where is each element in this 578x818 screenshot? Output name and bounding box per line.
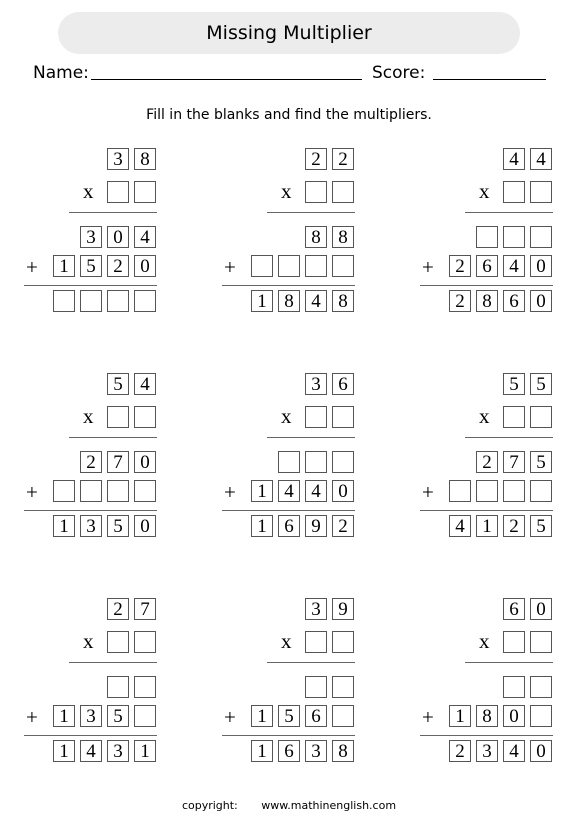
plus-sign: + — [422, 480, 434, 504]
times-sign: x — [83, 179, 94, 203]
second-partial-product-blank-box[interactable] — [53, 480, 75, 502]
top-number-digit: 6 — [332, 373, 354, 395]
total-product-blank-box[interactable] — [134, 290, 156, 312]
total-product-digit: 4 — [305, 290, 327, 312]
first-partial-product-blank-box[interactable] — [305, 676, 327, 698]
top-number-digit: 9 — [332, 598, 354, 620]
total-product-blank-box[interactable] — [80, 290, 102, 312]
score-label: Score: — [372, 63, 426, 83]
second-partial-product-blank-box[interactable] — [530, 480, 552, 502]
multiplication-problem — [418, 373, 553, 543]
sum-rule-line — [420, 735, 553, 736]
multiplier-blank-box[interactable] — [503, 406, 525, 428]
first-partial-product-blank-box[interactable] — [107, 676, 129, 698]
plus-sign: + — [422, 255, 434, 279]
first-partial-product-digit: 5 — [530, 451, 552, 473]
total-product-digit: 1 — [251, 740, 273, 762]
multiplier-blank-box[interactable] — [332, 406, 354, 428]
multiplier-blank-box[interactable] — [134, 406, 156, 428]
total-product-digit: 0 — [530, 740, 552, 762]
first-partial-product-digit: 0 — [107, 226, 129, 248]
product-rule-line — [69, 662, 157, 663]
first-partial-product-blank-box[interactable] — [332, 676, 354, 698]
multiplier-blank-box[interactable] — [332, 631, 354, 653]
top-number-digit: 3 — [107, 148, 129, 170]
multiplier-blank-box[interactable] — [503, 181, 525, 203]
worksheet-title-banner — [58, 12, 520, 54]
product-rule-line — [465, 212, 553, 213]
first-partial-product-digit: 3 — [80, 226, 102, 248]
multiplier-blank-box[interactable] — [530, 406, 552, 428]
top-number-digit: 3 — [305, 373, 327, 395]
sum-rule-line — [222, 285, 355, 286]
top-number-digit: 4 — [530, 148, 552, 170]
times-sign: x — [281, 179, 292, 203]
top-number-digit: 3 — [305, 598, 327, 620]
copyright-label: copyright: — [181, 799, 238, 812]
multiplication-problem — [418, 598, 553, 768]
multiplication-problem — [22, 373, 157, 543]
multiplication-problem — [22, 598, 157, 768]
multiplier-blank-box[interactable] — [134, 181, 156, 203]
multiplier-blank-box[interactable] — [305, 631, 327, 653]
total-product-digit: 3 — [80, 515, 102, 537]
total-product-digit: 1 — [251, 515, 273, 537]
worksheet-title: Missing Multiplier — [206, 22, 372, 44]
score-blank-line — [433, 79, 546, 80]
second-partial-product-blank-box[interactable] — [80, 480, 102, 502]
sum-rule-line — [420, 285, 553, 286]
second-partial-product-digit: 4 — [305, 480, 327, 502]
top-number-digit: 7 — [134, 598, 156, 620]
total-product-digit: 1 — [134, 740, 156, 762]
second-partial-product-digit: 4 — [278, 480, 300, 502]
total-product-digit: 6 — [503, 290, 525, 312]
total-product-digit: 4 — [449, 515, 471, 537]
first-partial-product-blank-box[interactable] — [305, 451, 327, 473]
top-number-digit: 5 — [503, 373, 525, 395]
first-partial-product-blank-box[interactable] — [503, 226, 525, 248]
product-rule-line — [69, 437, 157, 438]
second-partial-product-blank-box[interactable] — [251, 255, 273, 277]
second-partial-product-blank-box[interactable] — [278, 255, 300, 277]
second-partial-product-blank-box[interactable] — [332, 255, 354, 277]
multiplier-blank-box[interactable] — [530, 181, 552, 203]
multiplier-blank-box[interactable] — [107, 181, 129, 203]
product-rule-line — [465, 662, 553, 663]
copyright-footer — [0, 799, 578, 812]
total-product-digit: 1 — [251, 290, 273, 312]
second-partial-product-blank-box[interactable] — [134, 705, 156, 727]
total-product-digit: 0 — [134, 515, 156, 537]
second-partial-product-blank-box[interactable] — [449, 480, 471, 502]
second-partial-product-digit: 1 — [251, 705, 273, 727]
top-number-digit: 8 — [134, 148, 156, 170]
multiplier-blank-box[interactable] — [503, 631, 525, 653]
first-partial-product-digit: 8 — [332, 226, 354, 248]
second-partial-product-digit: 0 — [503, 705, 525, 727]
first-partial-product-blank-box[interactable] — [476, 226, 498, 248]
first-partial-product-blank-box[interactable] — [134, 676, 156, 698]
product-rule-line — [465, 437, 553, 438]
times-sign: x — [83, 404, 94, 428]
second-partial-product-digit: 5 — [107, 705, 129, 727]
first-partial-product-digit: 0 — [134, 451, 156, 473]
multiplier-blank-box[interactable] — [134, 631, 156, 653]
product-rule-line — [69, 212, 157, 213]
first-partial-product-blank-box[interactable] — [278, 451, 300, 473]
total-product-digit: 2 — [503, 515, 525, 537]
second-partial-product-digit: 1 — [449, 705, 471, 727]
second-partial-product-blank-box[interactable] — [107, 480, 129, 502]
total-product-digit: 9 — [305, 515, 327, 537]
times-sign: x — [83, 629, 94, 653]
first-partial-product-digit: 2 — [80, 451, 102, 473]
top-number-digit: 2 — [332, 148, 354, 170]
times-sign: x — [281, 629, 292, 653]
total-product-digit: 5 — [107, 515, 129, 537]
sum-rule-line — [222, 510, 355, 511]
second-partial-product-digit: 8 — [476, 705, 498, 727]
multiplier-blank-box[interactable] — [107, 406, 129, 428]
top-number-digit: 2 — [107, 598, 129, 620]
instructions-text: Fill in the blanks and find the multipliers. — [146, 107, 432, 123]
second-partial-product-digit: 1 — [251, 480, 273, 502]
second-partial-product-digit: 0 — [134, 255, 156, 277]
times-sign: x — [479, 179, 490, 203]
total-product-digit: 2 — [449, 740, 471, 762]
second-partial-product-digit: 6 — [476, 255, 498, 277]
second-partial-product-digit: 1 — [53, 705, 75, 727]
multiplier-blank-box[interactable] — [305, 181, 327, 203]
total-product-digit: 6 — [278, 740, 300, 762]
top-number-digit: 0 — [530, 598, 552, 620]
multiplier-blank-box[interactable] — [107, 631, 129, 653]
first-partial-product-digit: 7 — [503, 451, 525, 473]
plus-sign: + — [26, 480, 38, 504]
total-product-digit: 1 — [476, 515, 498, 537]
total-product-digit: 4 — [503, 740, 525, 762]
sum-rule-line — [24, 735, 157, 736]
second-partial-product-digit: 2 — [107, 255, 129, 277]
name-blank-line — [91, 79, 362, 80]
total-product-blank-box[interactable] — [53, 290, 75, 312]
first-partial-product-blank-box[interactable] — [530, 676, 552, 698]
second-partial-product-blank-box[interactable] — [530, 705, 552, 727]
sum-rule-line — [420, 510, 553, 511]
second-partial-product-blank-box[interactable] — [134, 480, 156, 502]
sum-rule-line — [24, 285, 157, 286]
name-label: Name: — [33, 63, 89, 83]
product-rule-line — [267, 212, 355, 213]
multiplication-problem — [22, 148, 157, 318]
plus-sign: + — [422, 705, 434, 729]
second-partial-product-blank-box[interactable] — [305, 255, 327, 277]
total-product-digit: 8 — [476, 290, 498, 312]
total-product-digit: 3 — [476, 740, 498, 762]
product-rule-line — [267, 662, 355, 663]
times-sign: x — [479, 629, 490, 653]
total-product-digit: 5 — [530, 515, 552, 537]
total-product-digit: 1 — [53, 515, 75, 537]
first-partial-product-blank-box[interactable] — [332, 451, 354, 473]
multiplication-problem — [418, 148, 553, 318]
top-number-digit: 2 — [305, 148, 327, 170]
total-product-digit: 2 — [449, 290, 471, 312]
multiplier-blank-box[interactable] — [305, 406, 327, 428]
total-product-digit: 1 — [53, 740, 75, 762]
times-sign: x — [479, 404, 490, 428]
total-product-digit: 8 — [278, 290, 300, 312]
second-partial-product-blank-box[interactable] — [503, 480, 525, 502]
multiplication-problem — [220, 148, 355, 318]
second-partial-product-digit: 0 — [332, 480, 354, 502]
times-sign: x — [281, 404, 292, 428]
second-partial-product-digit: 6 — [305, 705, 327, 727]
multiplier-blank-box[interactable] — [530, 631, 552, 653]
second-partial-product-digit: 2 — [449, 255, 471, 277]
total-product-digit: 4 — [80, 740, 102, 762]
plus-sign: + — [224, 255, 236, 279]
product-rule-line — [267, 437, 355, 438]
first-partial-product-digit: 7 — [107, 451, 129, 473]
plus-sign: + — [26, 705, 38, 729]
top-number-digit: 5 — [107, 373, 129, 395]
first-partial-product-blank-box[interactable] — [530, 226, 552, 248]
total-product-digit: 0 — [530, 290, 552, 312]
total-product-digit: 8 — [332, 740, 354, 762]
multiplier-blank-box[interactable] — [332, 181, 354, 203]
multiplication-problem — [220, 598, 355, 768]
first-partial-product-digit: 2 — [476, 451, 498, 473]
second-partial-product-digit: 3 — [80, 705, 102, 727]
total-product-blank-box[interactable] — [107, 290, 129, 312]
plus-sign: + — [224, 480, 236, 504]
second-partial-product-blank-box[interactable] — [332, 705, 354, 727]
second-partial-product-digit: 5 — [278, 705, 300, 727]
total-product-digit: 2 — [332, 515, 354, 537]
website-link: www.mathinenglish.com — [261, 799, 397, 812]
total-product-digit: 3 — [107, 740, 129, 762]
total-product-digit: 3 — [305, 740, 327, 762]
top-number-digit: 6 — [503, 598, 525, 620]
top-number-digit: 5 — [530, 373, 552, 395]
top-number-digit: 4 — [134, 373, 156, 395]
sum-rule-line — [24, 510, 157, 511]
multiplication-problem — [220, 373, 355, 543]
first-partial-product-blank-box[interactable] — [503, 676, 525, 698]
second-partial-product-digit: 1 — [53, 255, 75, 277]
first-partial-product-digit: 4 — [134, 226, 156, 248]
sum-rule-line — [222, 735, 355, 736]
total-product-digit: 8 — [332, 290, 354, 312]
top-number-digit: 4 — [503, 148, 525, 170]
plus-sign: + — [26, 255, 38, 279]
total-product-digit: 6 — [278, 515, 300, 537]
plus-sign: + — [224, 705, 236, 729]
second-partial-product-blank-box[interactable] — [476, 480, 498, 502]
second-partial-product-digit: 5 — [80, 255, 102, 277]
second-partial-product-digit: 0 — [530, 255, 552, 277]
first-partial-product-digit: 8 — [305, 226, 327, 248]
second-partial-product-digit: 4 — [503, 255, 525, 277]
